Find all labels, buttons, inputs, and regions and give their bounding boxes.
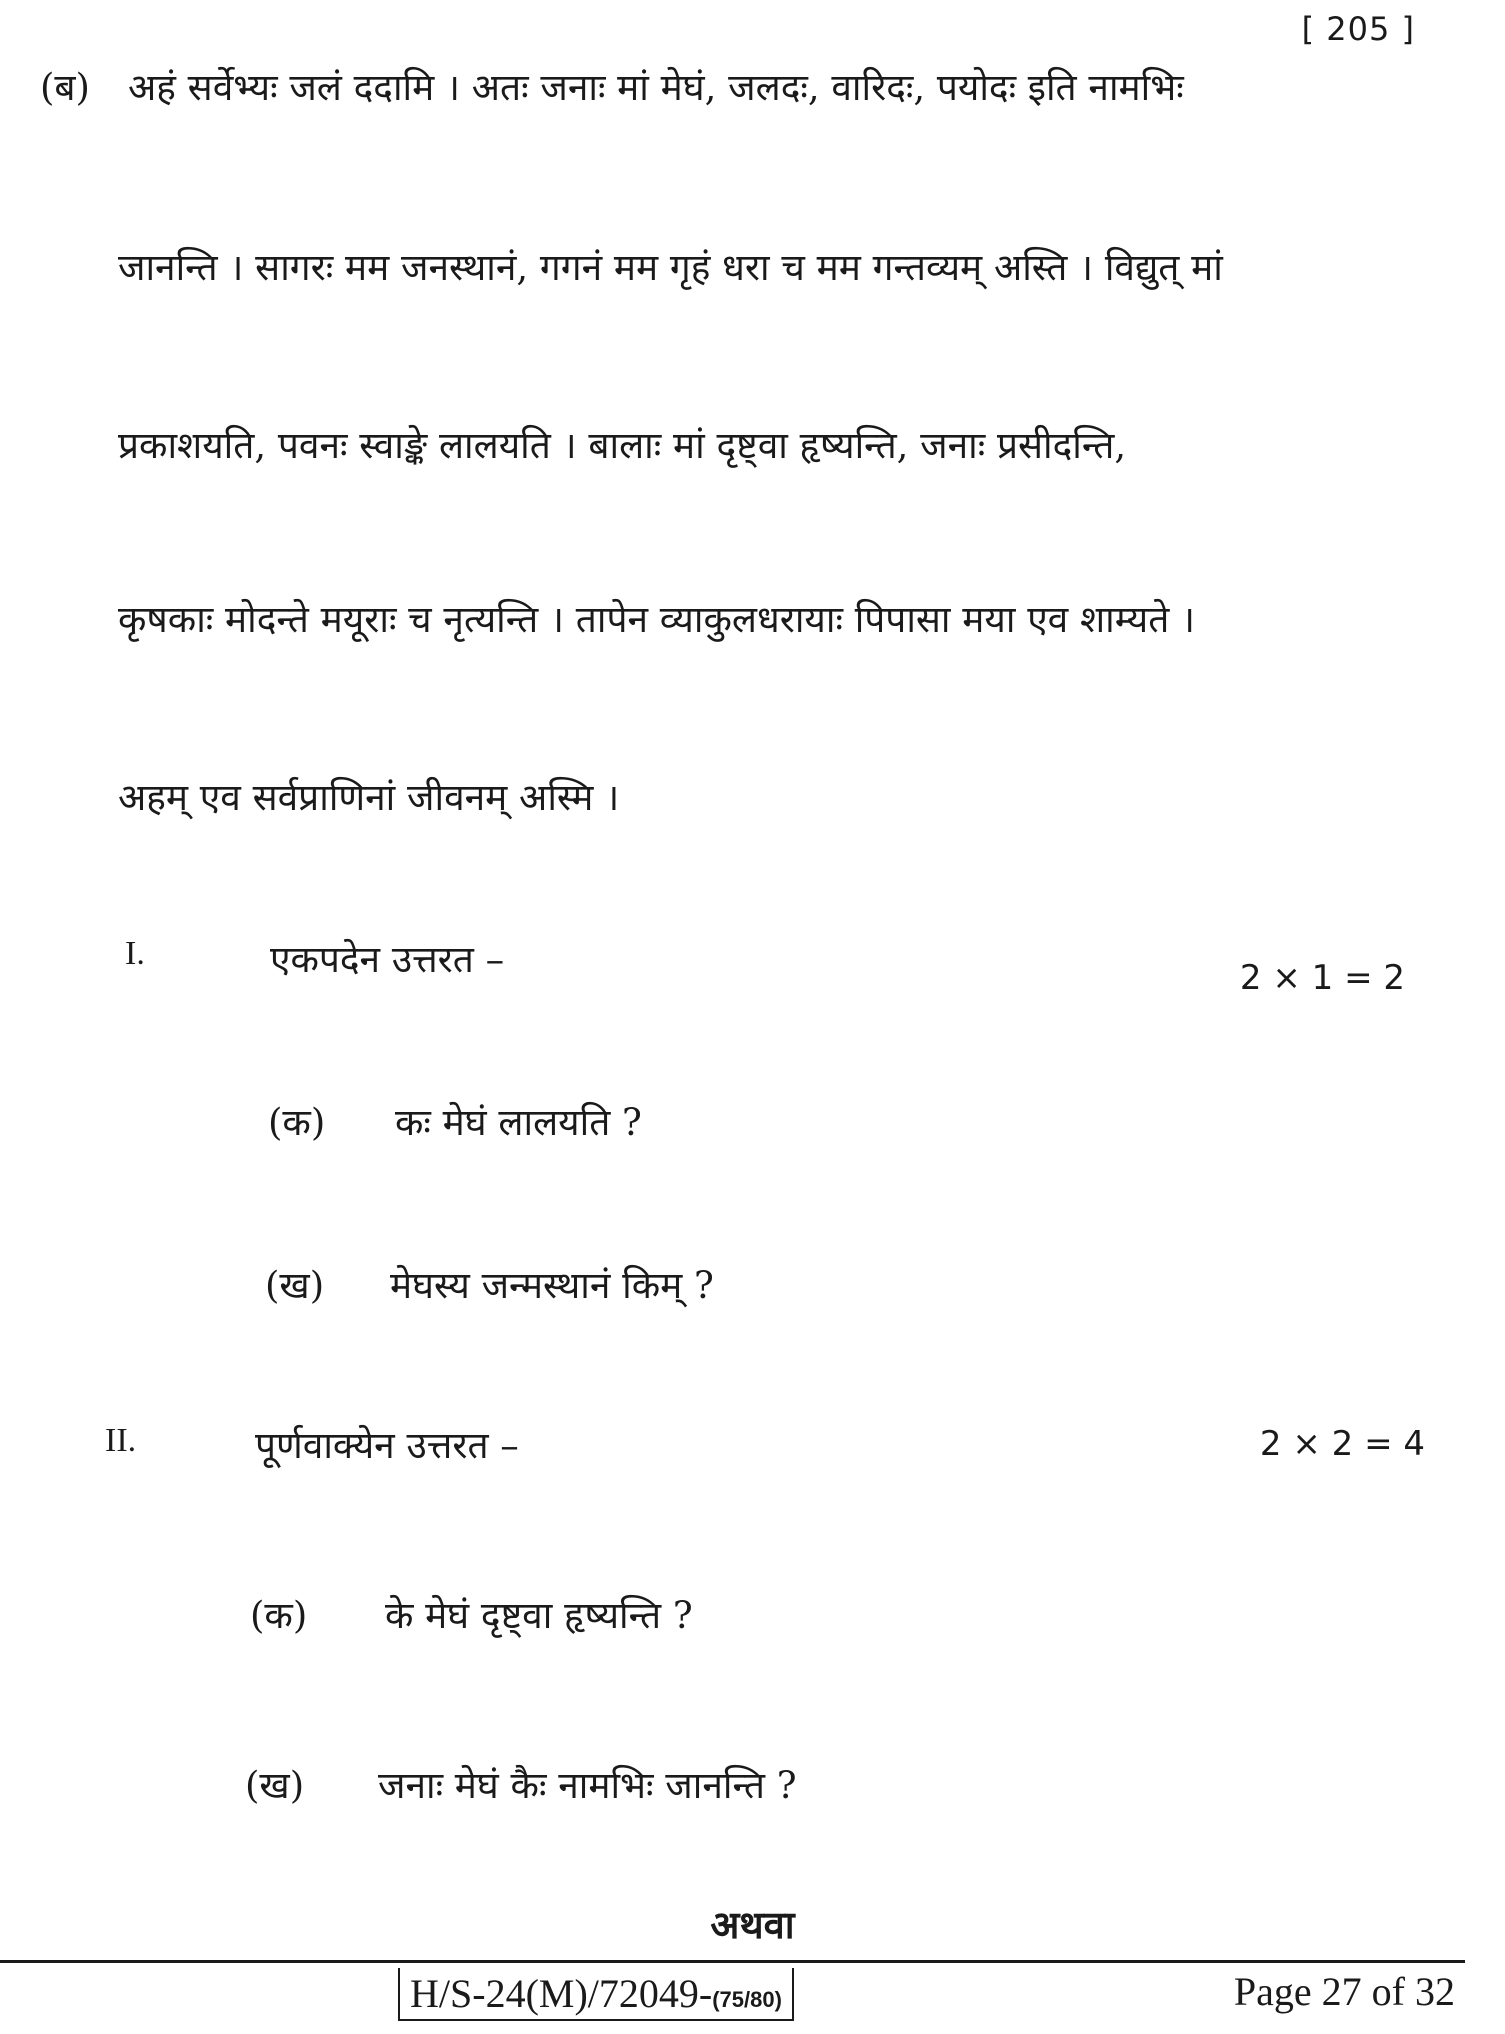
passage-marker: (ब) (40, 66, 90, 109)
question-1a-label: (क) (268, 1101, 326, 1144)
or-heading: अथवा (710, 1902, 795, 1947)
question-2a-text: के मेघं दृष्ट्वा हृष्यन्ति ? (385, 1594, 693, 1637)
question-1-instruction: एकपदेन उत्तरत – (270, 938, 505, 981)
question-1-marks: 2 × 1 = 2 (1239, 958, 1405, 998)
passage-line-5: अहम् एव सर्वप्राणिनां जीवनम् अस्मि । (118, 776, 620, 819)
question-1b-text: मेघस्य जन्मस्थानं किम् ? (390, 1264, 714, 1307)
footer-divider (0, 1960, 1465, 1963)
question-1a-text: कः मेघं लालयति ? (395, 1101, 642, 1144)
question-1-numeral: I. (125, 935, 145, 972)
question-2a-label: (क) (250, 1594, 308, 1637)
page-number: [ 205 ] (1301, 10, 1415, 48)
question-2-instruction: पूर्णवाक्येन उत्तरत – (255, 1424, 519, 1467)
question-1b-label: (ख) (265, 1264, 325, 1307)
passage-line-2: जानन्ति । सागरः मम जनस्थानं, गगनं मम गृहं धरा च मम गन्तव्यम् अस्ति । विद्युत् मां (118, 246, 1223, 289)
paper-code-main: H/S-24(M)/72049- (410, 1971, 713, 2016)
question-2-numeral: II. (105, 1422, 137, 1459)
page-label: Page 27 of 32 (1233, 1969, 1455, 2014)
passage-line-4: कृषकाः मोदन्ते मयूराः च नृत्यन्ति । तापेन व्याकुलधरायाः पिपासा मया एव शाम्यते । (118, 598, 1196, 641)
question-2-marks: 2 × 2 = 4 (1259, 1424, 1425, 1464)
passage-line-1: अहं सर्वेभ्यः जलं ददामि । अतः जनाः मां मेघं, जलदः, वारिदः, पयोदः इति नामभिः (128, 66, 1184, 109)
question-2b-text: जनाः मेघं कैः नामभिः जानन्ति ? (378, 1764, 797, 1807)
question-2b-label: (ख) (245, 1764, 305, 1807)
passage-line-3: प्रकाशयति, पवनः स्वाङ्के लालयति । बालाः मां दृष्ट्वा हृष्यन्ति, जनाः प्रसीदन्ति, (118, 424, 1127, 467)
paper-code-suffix: (75/80) (712, 1987, 782, 2012)
paper-code (398, 1968, 794, 2021)
